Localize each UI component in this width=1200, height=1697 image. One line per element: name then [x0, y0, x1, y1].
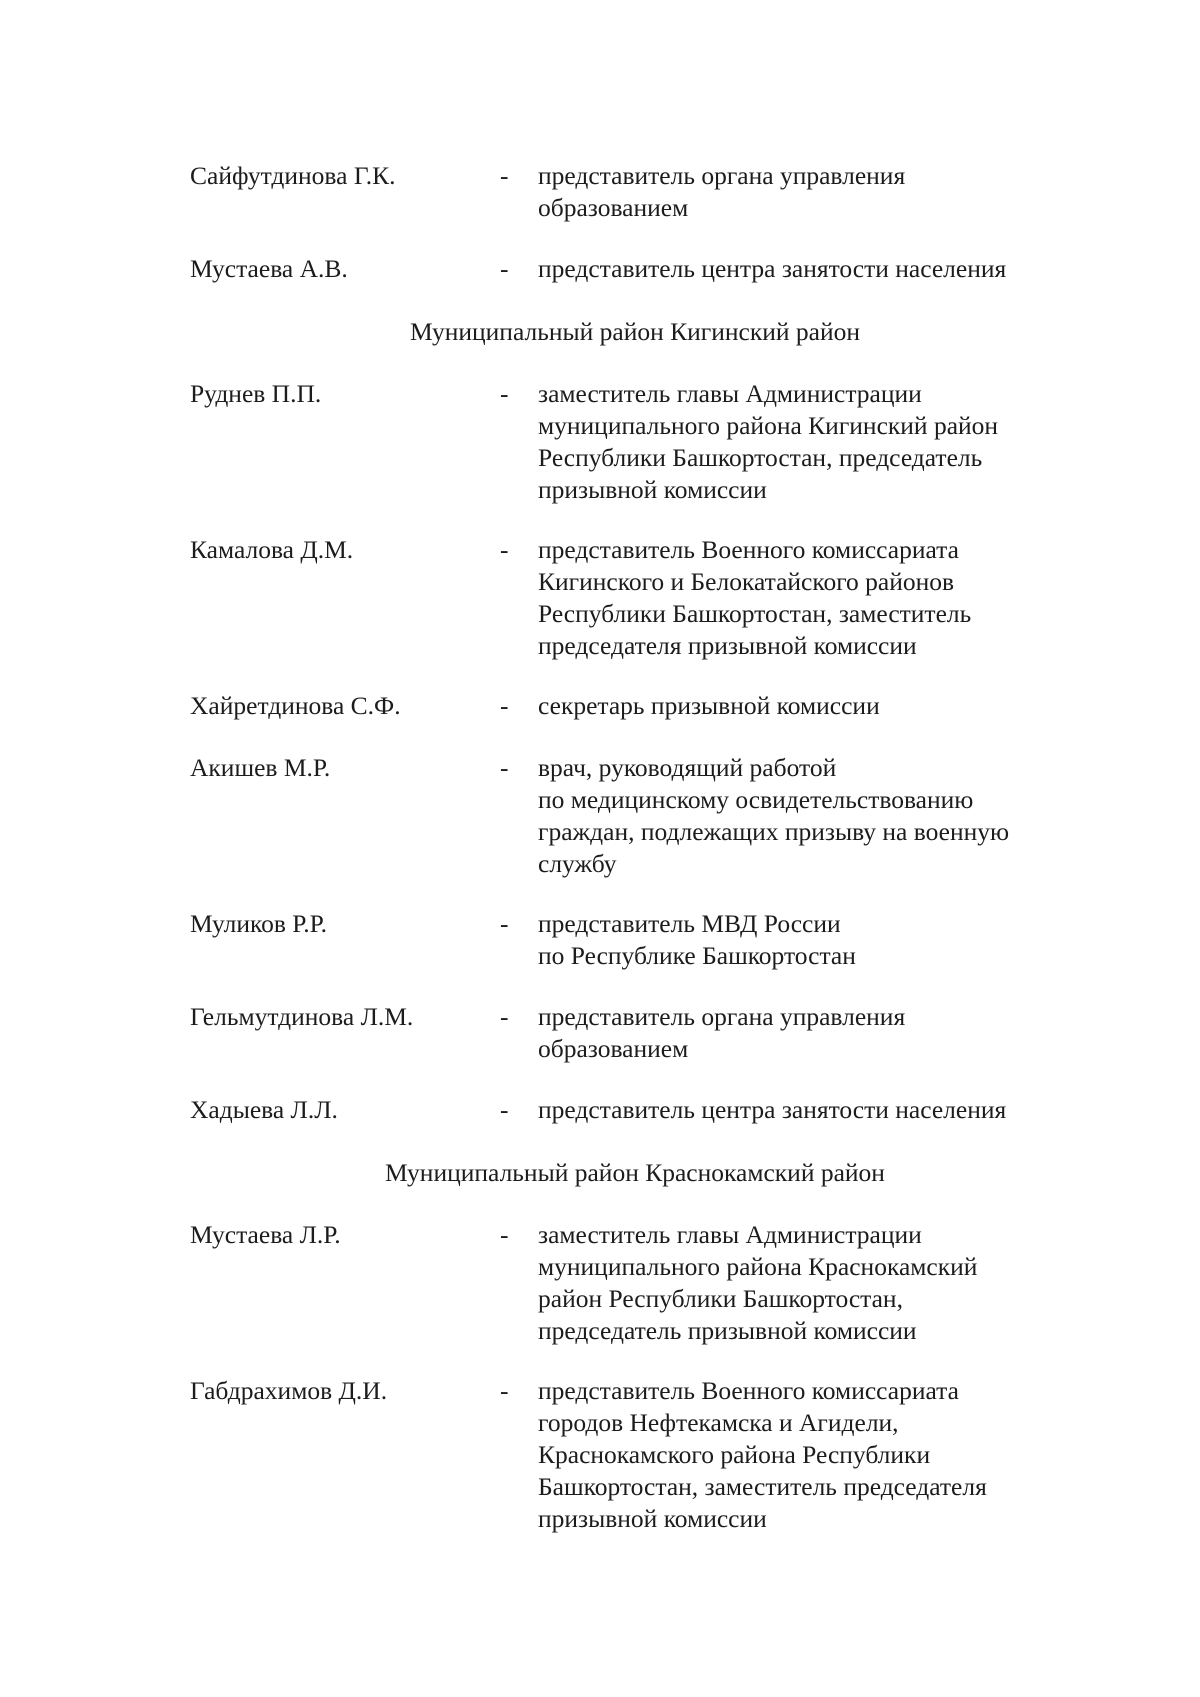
separator-dash: - — [500, 691, 509, 720]
role-line: по медицинскому освидетельствованию — [538, 785, 974, 814]
separator-dash: - — [500, 161, 509, 190]
role-line: Республики Башкортостан, председатель — [538, 443, 983, 472]
role-line: призывной комиссии — [538, 475, 767, 504]
member-name: Хайретдинова С.Ф. — [190, 691, 401, 720]
role-line: Башкортостан, заместитель председателя — [538, 1472, 987, 1501]
role-line: представитель МВД России — [538, 909, 841, 938]
member-role — [538, 534, 1078, 662]
member-name: Камалова Д.М. — [190, 535, 354, 564]
separator-dash: - — [500, 1002, 509, 1031]
member-role — [538, 908, 1078, 972]
member-role — [538, 253, 1078, 285]
member-name: Руднев П.П. — [190, 379, 322, 408]
member-name: Мустаева Л.Р. — [190, 1220, 341, 1249]
role-line: Республики Башкортостан, заместитель — [538, 599, 972, 628]
role-line: образованием — [538, 193, 689, 222]
member-role — [538, 378, 1078, 506]
separator-dash: - — [500, 1376, 509, 1405]
role-line: представитель органа управления — [538, 161, 906, 190]
role-line: представитель центра занятости населения — [538, 254, 1007, 283]
role-line: председателя призывной комиссии — [538, 631, 917, 660]
member-name: Муликов Р.Р. — [190, 909, 328, 938]
member-name: Габдрахимов Д.И. — [190, 1376, 388, 1405]
separator-dash: - — [500, 254, 509, 283]
separator-dash: - — [500, 909, 509, 938]
role-line: по Республике Башкортостан — [538, 941, 856, 970]
member-role — [538, 1375, 1078, 1535]
member-role — [538, 752, 1078, 880]
member-role — [538, 160, 1078, 224]
role-line: службу — [538, 849, 617, 878]
member-role — [538, 1219, 1078, 1347]
member-name: Хадыева Л.Л. — [190, 1095, 338, 1124]
role-line: врач, руководящий работой — [538, 753, 837, 782]
role-line: муниципального района Кигинский район — [538, 411, 999, 440]
role-line: Краснокамского района Республики — [538, 1440, 931, 1469]
separator-dash: - — [500, 535, 509, 564]
role-line: заместитель главы Администрации — [538, 1220, 922, 1249]
role-line: образованием — [538, 1034, 689, 1063]
role-line: Кигинского и Белокатайского районов — [538, 567, 955, 596]
role-line: район Республики Башкортостан, — [538, 1284, 903, 1313]
separator-dash: - — [500, 753, 509, 782]
member-name: Сайфутдинова Г.К. — [190, 161, 396, 190]
section-heading: Муниципальный район Кигинский район — [409, 317, 861, 346]
role-line: муниципального района Краснокамский — [538, 1252, 978, 1281]
role-line: представитель Военного комиссариата — [538, 1376, 959, 1405]
role-line: представитель органа управления — [538, 1002, 906, 1031]
role-line: секретарь призывной комиссии — [538, 691, 880, 720]
separator-dash: - — [500, 1220, 509, 1249]
member-name: Акишев М.Р. — [190, 753, 331, 782]
member-name: Гельмутдинова Л.М. — [190, 1002, 414, 1031]
role-line: представитель Военного комиссариата — [538, 535, 959, 564]
role-line: граждан, подлежащих призыву на военную — [538, 817, 1010, 846]
role-line: городов Нефтекамска и Агидели, — [538, 1408, 899, 1437]
separator-dash: - — [500, 379, 509, 408]
role-line: представитель центра занятости населения — [538, 1095, 1007, 1124]
section-heading: Муниципальный район Краснокамский район — [385, 1158, 885, 1187]
member-role — [538, 1001, 1078, 1065]
role-line: заместитель главы Администрации — [538, 379, 922, 408]
member-role — [538, 690, 1078, 722]
separator-dash: - — [500, 1095, 509, 1124]
role-line: председатель призывной комиссии — [538, 1316, 917, 1345]
role-line: призывной комиссии — [538, 1504, 767, 1533]
member-role — [538, 1094, 1078, 1126]
member-name: Мустаева А.В. — [190, 254, 348, 283]
